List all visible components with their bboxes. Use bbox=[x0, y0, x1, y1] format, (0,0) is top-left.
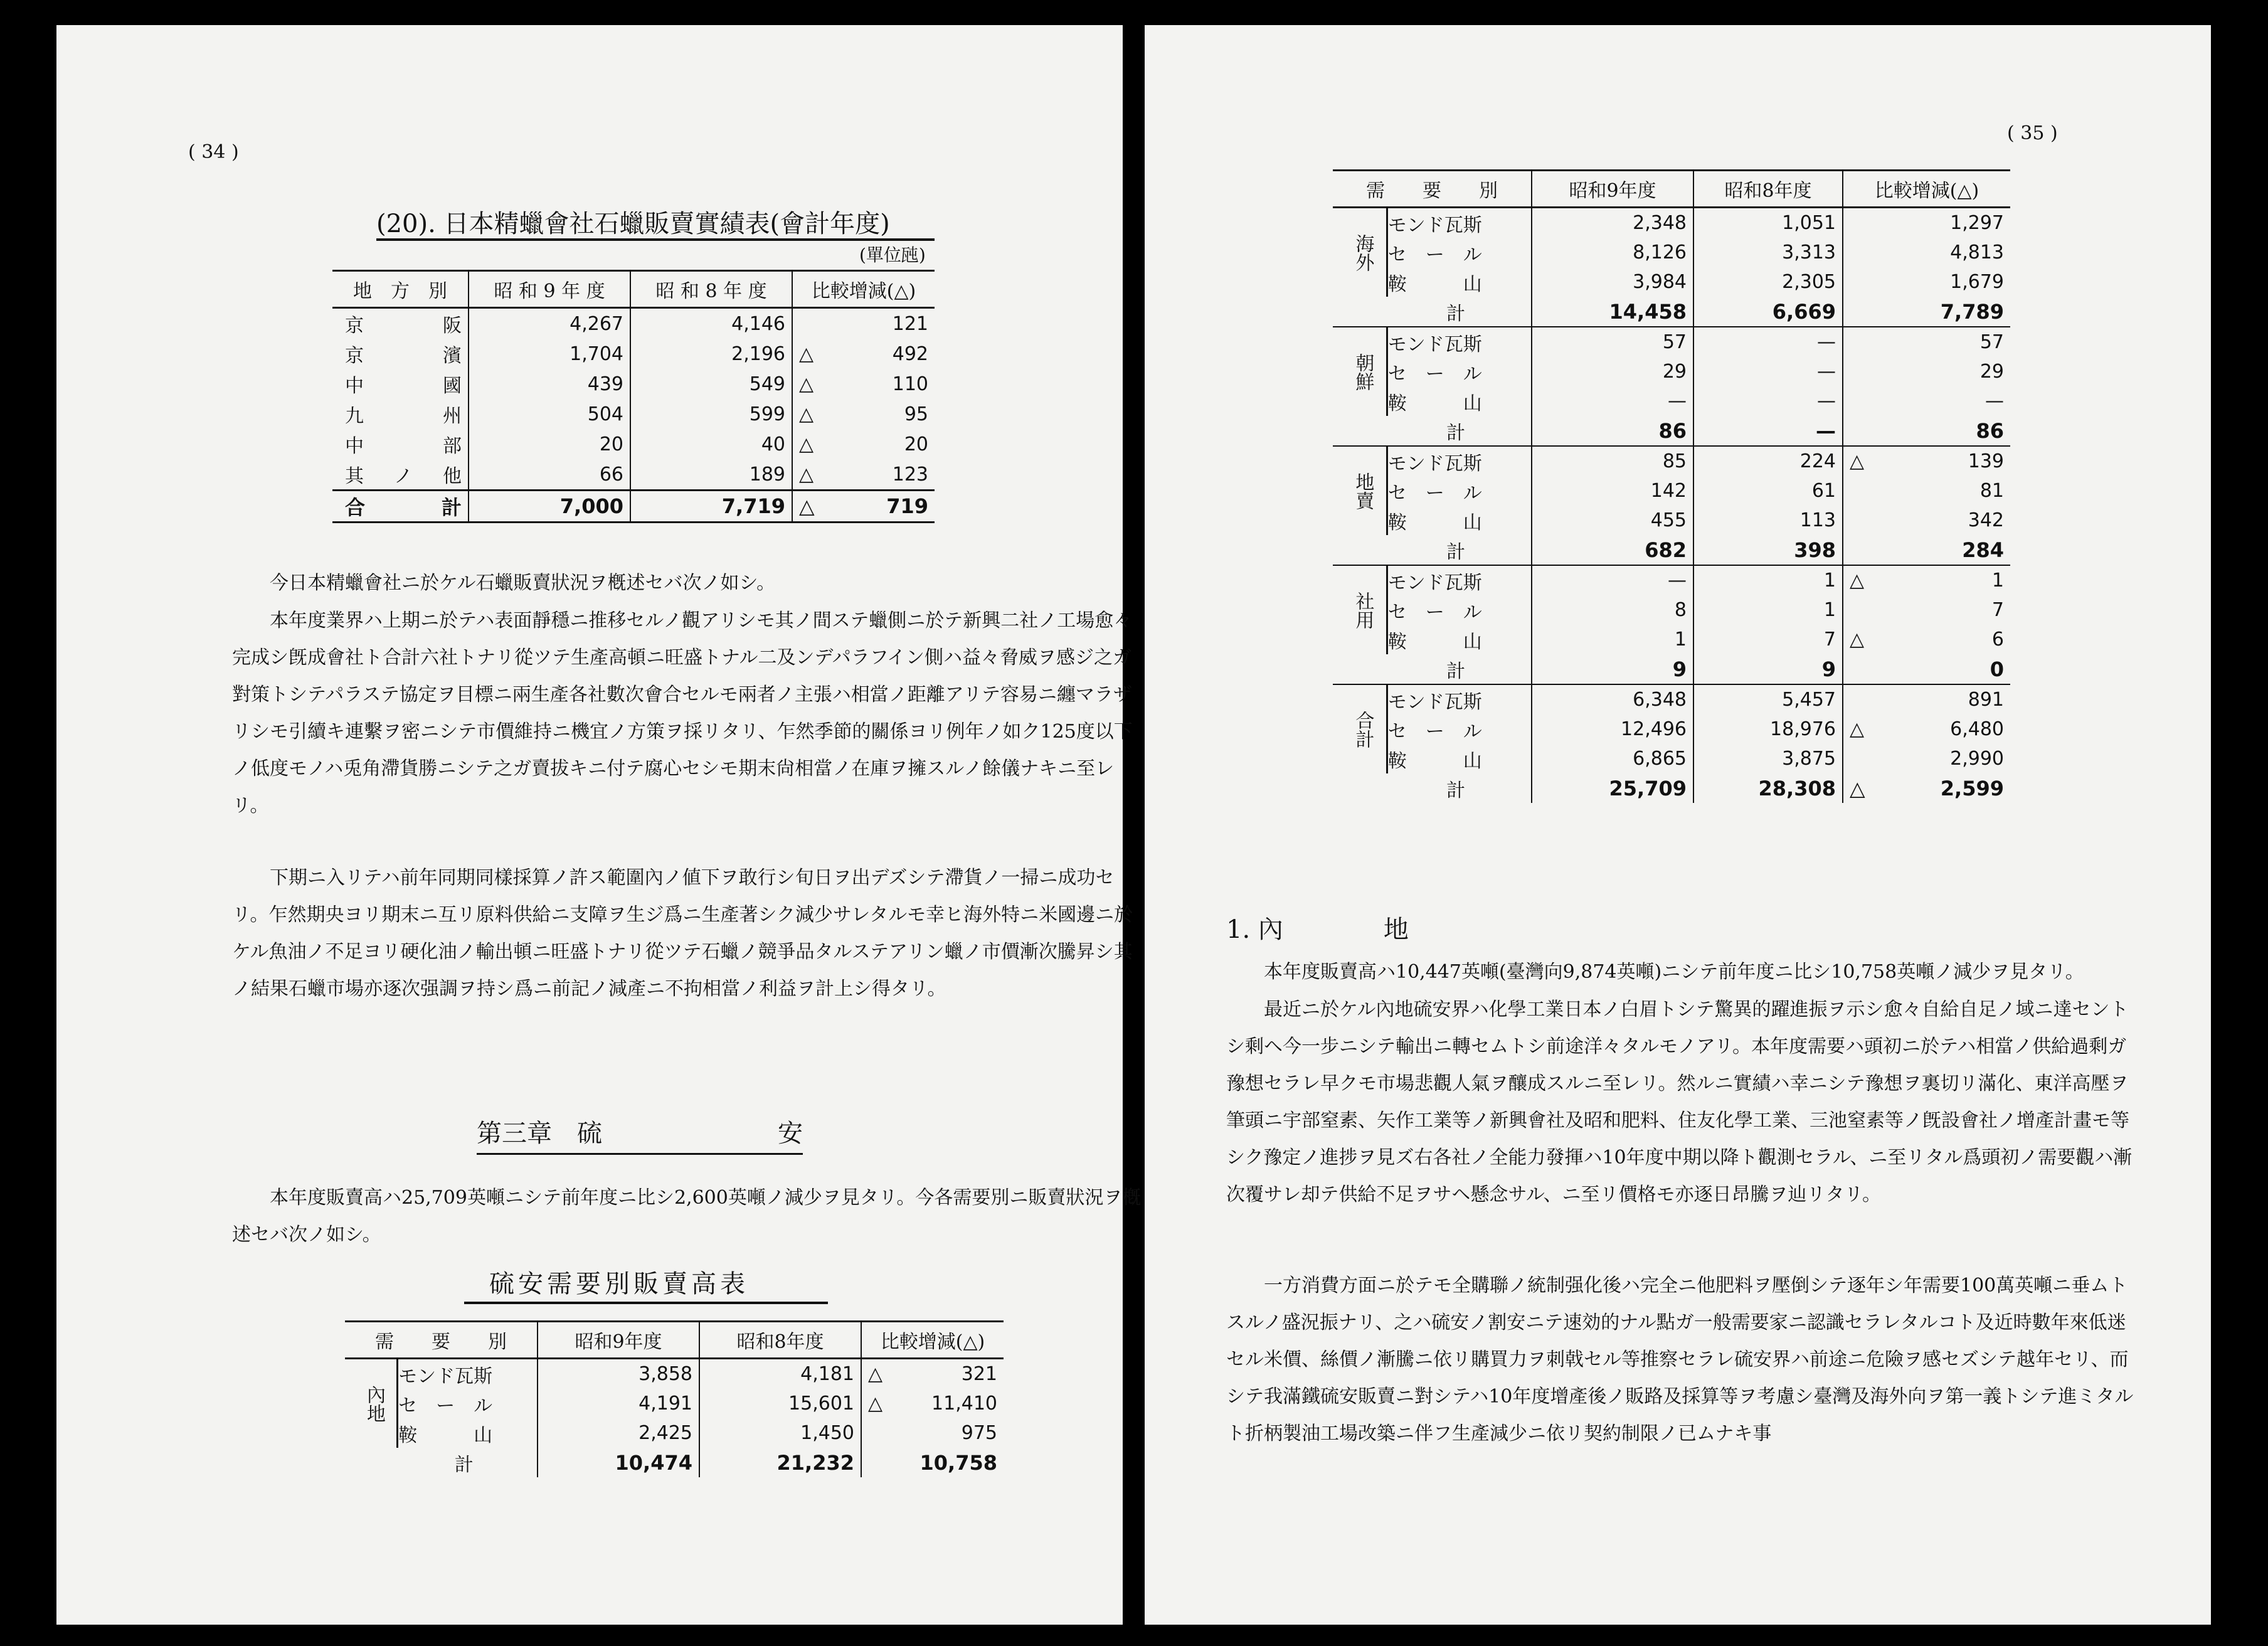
fy8-value: 113 bbox=[1693, 506, 1843, 535]
fy8-value: 1,051 bbox=[1693, 208, 1843, 238]
header-diff: 比較增減(△) bbox=[1843, 171, 2010, 208]
diff-cell bbox=[861, 1418, 1004, 1448]
blank-cell bbox=[1333, 535, 1387, 565]
fy9-value: — bbox=[1532, 565, 1693, 595]
diff-value: 891 bbox=[1968, 689, 2004, 711]
subtotal-row bbox=[1333, 535, 2010, 565]
paragraph: 本年度販賣高ハ10,447英噸(臺灣向9,874英噸)ニシテ前年度ニ比シ10,758英噸ノ減少ヲ見タリ。 bbox=[1264, 961, 2084, 983]
diff-value: 2,990 bbox=[1950, 748, 2004, 770]
diff-cell bbox=[1843, 208, 2010, 238]
fy9-value: 3,984 bbox=[1532, 267, 1693, 297]
table-row bbox=[1333, 327, 2010, 357]
table-row bbox=[1333, 476, 2010, 506]
table-row bbox=[345, 1418, 1004, 1448]
table-row bbox=[1333, 714, 2010, 744]
blank-cell bbox=[345, 1448, 398, 1477]
region-name: 京 濱 bbox=[345, 345, 462, 367]
table-title: 硫安需要別販賣高表 bbox=[489, 1270, 749, 1298]
diff-cell bbox=[1843, 506, 2010, 535]
fy9-value: 8 bbox=[1532, 595, 1693, 625]
fy8-value: 224 bbox=[1693, 446, 1843, 476]
page-number: ( 34 ) bbox=[188, 141, 239, 163]
fy9-value: 8,126 bbox=[1532, 238, 1693, 267]
diff-value: 86 bbox=[1976, 418, 2004, 443]
total-row bbox=[332, 491, 935, 523]
fy8-value: 599 bbox=[630, 399, 792, 429]
header-demand: 需 要 別 bbox=[345, 1322, 538, 1359]
table-row bbox=[332, 339, 935, 369]
decrease-mark: △ bbox=[799, 342, 814, 365]
subtotal-row bbox=[345, 1448, 1004, 1477]
diff-value: 1,679 bbox=[1950, 271, 2004, 293]
demand-item: モンド瓦斯 bbox=[1387, 452, 1482, 475]
fy9-value: 86 bbox=[1532, 416, 1693, 446]
diff-cell bbox=[1843, 476, 2010, 506]
diff-value: 81 bbox=[1979, 480, 2004, 502]
subtotal-label: 計 bbox=[1387, 297, 1532, 327]
diff-cell bbox=[1843, 238, 2010, 267]
blank-cell bbox=[1333, 654, 1387, 684]
fy9-value: 57 bbox=[1532, 327, 1693, 357]
demand-item: セ ー ル bbox=[1387, 482, 1482, 504]
header-demand: 需 要 別 bbox=[1333, 171, 1532, 208]
diff-value: 6 bbox=[1991, 629, 2004, 650]
diff-cell bbox=[1843, 625, 2010, 654]
diff-value: 2,599 bbox=[1940, 776, 2004, 800]
fy8-value: 3,313 bbox=[1693, 238, 1843, 267]
fy8-total: 7,719 bbox=[630, 491, 792, 523]
diff-value: 1 bbox=[1991, 570, 2004, 592]
fy8-value: 9 bbox=[1693, 654, 1843, 684]
region-name: 京 阪 bbox=[345, 315, 462, 337]
demand-item: 鞍 山 bbox=[1387, 630, 1482, 653]
diff-cell bbox=[792, 459, 935, 491]
table-row bbox=[1333, 744, 2010, 773]
fy9-value: 682 bbox=[1532, 535, 1693, 565]
diff-cell bbox=[1843, 327, 2010, 357]
fy9-value: 25,709 bbox=[1532, 773, 1693, 803]
fy8-value: 18,976 bbox=[1693, 714, 1843, 744]
fy9-value: 10,474 bbox=[538, 1448, 699, 1477]
diff-value: 57 bbox=[1979, 331, 2004, 353]
region-name: 中 國 bbox=[345, 375, 462, 397]
region-name: 其 ノ 他 bbox=[345, 465, 462, 487]
fy9-value: 455 bbox=[1532, 506, 1693, 535]
decrease-mark: △ bbox=[1850, 718, 1865, 740]
demand-item: モンド瓦斯 bbox=[398, 1365, 493, 1388]
diff-value: — bbox=[1985, 390, 2004, 412]
fy9-value: 6,348 bbox=[1532, 684, 1693, 714]
paragraph: 最近ニ於ケル內地硫安界ハ化學工業日本ノ白眉トシテ驚異的躍進振ヲ示シ愈々自給自足ノ域ニ達セントシ剩ヘ今一步ニシテ輸出ニ轉セムトシ前途洋々タルモノアリ。本年度需要ハ頭初ニ於テハ相當ノ供給過剩ガ豫想セラレ早クモ市場悲觀人氣ヲ釀成スルニ至レリ。然ルニ實績ハ幸ニシテ豫想ヲ裏切リ滿化、東洋高壓ヲ筆頭ニ宇部窒素、矢作工業等ノ新興會社及昭和肥料、住友化學工業、三池窒素等ノ旣設會社ノ增產計畫モ等シク豫定ノ進捗ヲ見ズ右各社ノ全能力發揮ハ10年度中期以降ト觀測セラル、ニ至リタル爲頭初ノ需要觀ハ漸次覆サレ却テ供給不足ヲサヘ懸念サル、ニ至リ價格モ亦逐日昂騰ヲ辿リタリ。 bbox=[1226, 999, 2133, 1206]
paragraph: 本年度業界ハ上期ニ於テハ表面靜穩ニ推移セルノ觀アリシモ其ノ間ステ蠟側ニ於テ新興二社ノ工場愈々完成シ旣成會社ト合計六社トナリ從ツテ生產高頓ニ旺盛トナル二及ンデパラフイン側ハ益々脅威ヲ感ジ之ガ對策トシテパラステ協定ヲ目標ニ兩生產各社數次會合セルモ兩者ノ主張ハ相當ノ距離アリテ容易ニ纏マラザリシモ引續キ連繫ヲ密ニシテ市價維持ニ機宜ノ方策ヲ採リタリ、乍然季節的關係ヨリ例年ノ如ク125度以下ノ低度モノハ兎角滯貨勝ニシテ之ガ賣拔キニ付テ腐心セシモ期末尙相當ノ在庫ヲ擁スルノ餘儀ナキニ至レリ。 bbox=[232, 610, 1133, 817]
demand-table bbox=[345, 1320, 1004, 1477]
table-row bbox=[332, 399, 935, 429]
table-row bbox=[1333, 446, 2010, 476]
demand-item: 鞍 山 bbox=[1387, 750, 1482, 772]
fy8-value: 1 bbox=[1693, 595, 1843, 625]
subtotal-row bbox=[1333, 773, 2010, 803]
diff-cell bbox=[792, 308, 935, 339]
fy8-value: 1 bbox=[1693, 565, 1843, 595]
demand-item: 鞍 山 bbox=[1387, 511, 1482, 534]
header-fy9: 昭和9年度 bbox=[1532, 171, 1693, 208]
sales-table bbox=[332, 270, 935, 523]
table-title: (20). 日本精蠟會社石蠟販賣實績表(會計年度) bbox=[376, 210, 890, 238]
fy9-value: 2,348 bbox=[1532, 208, 1693, 238]
header-fy8: 昭 和 8 年 度 bbox=[630, 271, 792, 308]
fy8-value: 398 bbox=[1693, 535, 1843, 565]
fy8-value: 7 bbox=[1693, 625, 1843, 654]
diff-cell bbox=[1843, 595, 2010, 625]
decrease-mark: △ bbox=[799, 494, 815, 518]
fy8-value: 6,669 bbox=[1693, 297, 1843, 327]
subtotal-label: 計 bbox=[1387, 654, 1532, 684]
table-row bbox=[1333, 208, 2010, 238]
decrease-mark: △ bbox=[1850, 450, 1865, 472]
diff-value: 20 bbox=[904, 433, 928, 455]
table-row bbox=[345, 1389, 1004, 1418]
table-row bbox=[1333, 625, 2010, 654]
title-underline bbox=[376, 238, 935, 241]
fy8-value: 1,450 bbox=[699, 1418, 861, 1448]
fy8-value: 28,308 bbox=[1693, 773, 1843, 803]
group-label: 地賣 bbox=[1333, 446, 1387, 535]
header-fy8: 昭和8年度 bbox=[699, 1322, 861, 1359]
subtotal-row bbox=[1333, 654, 2010, 684]
fy9-value: 4,191 bbox=[538, 1389, 699, 1418]
diff-cell bbox=[1843, 386, 2010, 416]
subtotal-label: 計 bbox=[1387, 535, 1532, 565]
diff-value: 342 bbox=[1968, 509, 2004, 531]
table-row bbox=[332, 459, 935, 491]
diff-cell bbox=[792, 369, 935, 399]
blank-cell bbox=[1333, 416, 1387, 446]
decrease-mark: △ bbox=[1850, 570, 1865, 592]
demand-item: 鞍 山 bbox=[1387, 273, 1482, 295]
fy9-value: 142 bbox=[1532, 476, 1693, 506]
diff-value: 139 bbox=[1968, 450, 2004, 472]
table-row bbox=[1333, 386, 2010, 416]
region-name: 中 部 bbox=[345, 435, 462, 457]
diff-cell bbox=[1843, 684, 2010, 714]
demand-item: 鞍 山 bbox=[398, 1424, 493, 1447]
diff-value: 719 bbox=[886, 494, 928, 518]
blank-cell bbox=[1333, 297, 1387, 327]
demand-item: セ ー ル bbox=[1387, 601, 1482, 624]
table-row bbox=[1333, 684, 2010, 714]
unit-label: (單位瓲) bbox=[859, 245, 926, 265]
fy9-value: 6,865 bbox=[1532, 744, 1693, 773]
fy9-value: 439 bbox=[469, 369, 630, 399]
table-row bbox=[332, 308, 935, 339]
fy8-value: 15,601 bbox=[699, 1389, 861, 1418]
fy9-value: 3,858 bbox=[538, 1359, 699, 1389]
fy9-value: 66 bbox=[469, 459, 630, 491]
fy8-value: 61 bbox=[1693, 476, 1843, 506]
header-fy8: 昭和8年度 bbox=[1693, 171, 1843, 208]
diff-value: 4,813 bbox=[1950, 242, 2004, 263]
fy9-value: 4,267 bbox=[469, 308, 630, 339]
demand-item: モンド瓦斯 bbox=[1387, 333, 1482, 356]
diff-value: 11,410 bbox=[931, 1393, 997, 1415]
fy9-value: 1,704 bbox=[469, 339, 630, 369]
table-row bbox=[1333, 595, 2010, 625]
total-label: 合 計 bbox=[332, 491, 469, 523]
fy8-value: 40 bbox=[630, 429, 792, 459]
diff-cell bbox=[1843, 535, 2010, 565]
diff-cell bbox=[1843, 744, 2010, 773]
demand-table-continued bbox=[1333, 169, 2010, 803]
fy9-value: — bbox=[1532, 386, 1693, 416]
blank-cell bbox=[1333, 773, 1387, 803]
region-name: 九 州 bbox=[345, 405, 462, 427]
fy8-value: 3,875 bbox=[1693, 744, 1843, 773]
fy9-value: 9 bbox=[1532, 654, 1693, 684]
title-underline bbox=[464, 1302, 828, 1304]
subtotal-row bbox=[1333, 297, 2010, 327]
diff-value: 7 bbox=[1991, 599, 2004, 621]
header-region: 地 方 別 bbox=[332, 271, 469, 308]
decrease-mark: △ bbox=[799, 433, 814, 455]
diff-value: 110 bbox=[892, 373, 928, 395]
diff-cell bbox=[792, 399, 935, 429]
fy8-value: 4,181 bbox=[699, 1359, 861, 1389]
decrease-mark: △ bbox=[799, 373, 814, 395]
demand-item: セ ー ル bbox=[1387, 720, 1482, 743]
fy9-value: 85 bbox=[1532, 446, 1693, 476]
table-row bbox=[1333, 238, 2010, 267]
diff-cell bbox=[1843, 654, 2010, 684]
fy9-value: 14,458 bbox=[1532, 297, 1693, 327]
diff-cell bbox=[792, 491, 935, 523]
section-heading: 1. 內 地 bbox=[1226, 915, 1409, 944]
diff-value: 121 bbox=[892, 312, 928, 335]
diff-cell bbox=[1843, 357, 2010, 386]
diff-value: 1,297 bbox=[1950, 212, 2004, 234]
header-fy9: 昭 和 9 年 度 bbox=[469, 271, 630, 308]
demand-item: 鞍 山 bbox=[1387, 392, 1482, 415]
group-label: 朝鮮 bbox=[1333, 327, 1387, 416]
diff-cell bbox=[1843, 565, 2010, 595]
header-diff: 比較增減(△) bbox=[792, 271, 935, 308]
left-page bbox=[56, 25, 1142, 1625]
diff-value: 975 bbox=[961, 1422, 997, 1444]
decrease-mark: △ bbox=[868, 1393, 883, 1415]
paragraph: 今日本精蠟會社ニ於ケル石蠟販賣狀況ヲ槪述セバ次ノ如シ。 bbox=[270, 572, 776, 594]
demand-item: モンド瓦斯 bbox=[1387, 214, 1482, 236]
table-row bbox=[1333, 357, 2010, 386]
demand-item: セ ー ル bbox=[398, 1394, 493, 1417]
diff-value: 29 bbox=[1979, 361, 2004, 383]
diff-cell bbox=[1843, 773, 2010, 803]
diff-value: 321 bbox=[961, 1363, 997, 1385]
subtotal-label: 計 bbox=[1446, 779, 1466, 802]
demand-item: モンド瓦斯 bbox=[1387, 691, 1482, 713]
diff-value: 0 bbox=[1990, 657, 2004, 681]
page-number: ( 35 ) bbox=[2007, 122, 2058, 144]
fy8-value: 2,196 bbox=[630, 339, 792, 369]
demand-item: セ ー ル bbox=[1387, 243, 1482, 266]
diff-cell bbox=[1843, 446, 2010, 476]
fy9-value: 2,425 bbox=[538, 1418, 699, 1448]
fy9-value: 20 bbox=[469, 429, 630, 459]
diff-value: 123 bbox=[892, 463, 928, 486]
subtotal-label: 計 bbox=[1387, 416, 1532, 446]
decrease-mark: △ bbox=[799, 463, 814, 486]
diff-cell bbox=[792, 339, 935, 369]
table-row bbox=[1333, 565, 2010, 595]
diff-cell bbox=[861, 1389, 1004, 1418]
decrease-mark: △ bbox=[1850, 776, 1865, 800]
paragraph: 本年度販賣高ハ25,709英噸ニシテ前年度ニ比シ2,600英噸ノ減少ヲ見タリ。今各需要別ニ販賣狀況ヲ槪述セバ次ノ如シ。 bbox=[232, 1187, 1142, 1246]
demand-item: モンド瓦斯 bbox=[1387, 571, 1482, 594]
diff-cell bbox=[1843, 714, 2010, 744]
fy8-value: 2,305 bbox=[1693, 267, 1843, 297]
fy9-value: 504 bbox=[469, 399, 630, 429]
fy8-value: 189 bbox=[630, 459, 792, 491]
diff-cell bbox=[792, 429, 935, 459]
fy8-value: — bbox=[1693, 416, 1843, 446]
group-label: 合計 bbox=[1333, 684, 1387, 773]
diff-value: 10,758 bbox=[919, 1450, 997, 1475]
subtotal-row bbox=[1333, 416, 2010, 446]
decrease-mark: △ bbox=[799, 403, 814, 425]
table-row bbox=[332, 369, 935, 399]
demand-item: セ ー ル bbox=[1387, 363, 1482, 385]
fy8-value: 4,146 bbox=[630, 308, 792, 339]
table-row bbox=[1333, 267, 2010, 297]
fy8-value: 21,232 bbox=[699, 1448, 861, 1477]
table-row bbox=[345, 1359, 1004, 1389]
group-label: 內地 bbox=[345, 1359, 398, 1448]
chapter-heading: 第三章 硫 安 bbox=[477, 1113, 803, 1155]
paragraph: 下期ニ入リテハ前年同期同樣採算ノ許ス範圍內ノ値下ヲ敢行シ旬日ヲ出デズシテ滯貨ノ一掃ニ成功セリ。乍然期央ヨリ期末ニ互リ原料供給ニ支障ヲ生ジ爲ニ生產著シク減少サレタルモ幸ヒ海外特ニ米國邊ニ於ケル魚油ノ不足ヨリ硬化油ノ輸出頓ニ旺盛トナリ從ツテ石蠟ノ競爭品タルステアリン蠟ノ市價漸次騰昇シ其ノ結果石蠟市場亦逐次强調ヲ持シ爲ニ前記ノ減產ニ不拘相當ノ利益ヲ計上シ得タリ。 bbox=[232, 867, 1133, 1000]
table-row bbox=[332, 429, 935, 459]
group-label: 社用 bbox=[1333, 565, 1387, 654]
table-row bbox=[1333, 506, 2010, 535]
right-page bbox=[1145, 25, 2211, 1625]
diff-value: 6,480 bbox=[1950, 718, 2004, 740]
diff-value: 492 bbox=[892, 342, 928, 365]
fy8-value: — bbox=[1693, 386, 1843, 416]
diff-cell bbox=[1843, 297, 2010, 327]
header-diff: 比較增減(△) bbox=[861, 1322, 1004, 1359]
group-label: 海外 bbox=[1333, 208, 1387, 297]
subtotal-label: 計 bbox=[454, 1453, 474, 1476]
diff-cell bbox=[861, 1359, 1004, 1389]
diff-cell bbox=[1843, 267, 2010, 297]
diff-cell bbox=[861, 1448, 1004, 1477]
decrease-mark: △ bbox=[1850, 629, 1865, 650]
diff-cell bbox=[1843, 416, 2010, 446]
fy9-value: 12,496 bbox=[1532, 714, 1693, 744]
fy9-total: 7,000 bbox=[469, 491, 630, 523]
diff-value: 7,789 bbox=[1940, 299, 2004, 324]
decrease-mark: △ bbox=[868, 1363, 883, 1385]
fy8-value: — bbox=[1693, 327, 1843, 357]
fy9-value: 1 bbox=[1532, 625, 1693, 654]
diff-value: 95 bbox=[904, 403, 928, 425]
header-fy9: 昭和9年度 bbox=[538, 1322, 699, 1359]
paragraph: 一方消費方面ニ於テモ全購聯ノ統制强化後ハ完全ニ他肥料ヲ壓倒シテ逐年シ年需要100萬英噸ニ垂ムトスルノ盛況振ナリ、之ハ硫安ノ割安ニテ速効的ナル點ガ一般需要家ニ認識セラレタルコト及近時數年來低迷セル米價、絲價ノ漸騰ニ依リ購買力ヲ刺戟セル等推察セラレ硫安界ハ前途ニ危險ヲ感セズシテ越年セリ、而シテ我滿鐵硫安販賣ニ對シテハ10年度增產後ノ販路及採算等ヲ考慮シ臺灣及海外向ヲ第一義トシテ進ミタルト折柄製油工場改築ニ伴フ生產減少ニ依リ契約制限ノ已ムナキ事 bbox=[1226, 1275, 2134, 1445]
fy8-value: — bbox=[1693, 357, 1843, 386]
diff-value: 284 bbox=[1962, 538, 2004, 562]
fy8-value: 5,457 bbox=[1693, 684, 1843, 714]
fy9-value: 29 bbox=[1532, 357, 1693, 386]
fy8-value: 549 bbox=[630, 369, 792, 399]
